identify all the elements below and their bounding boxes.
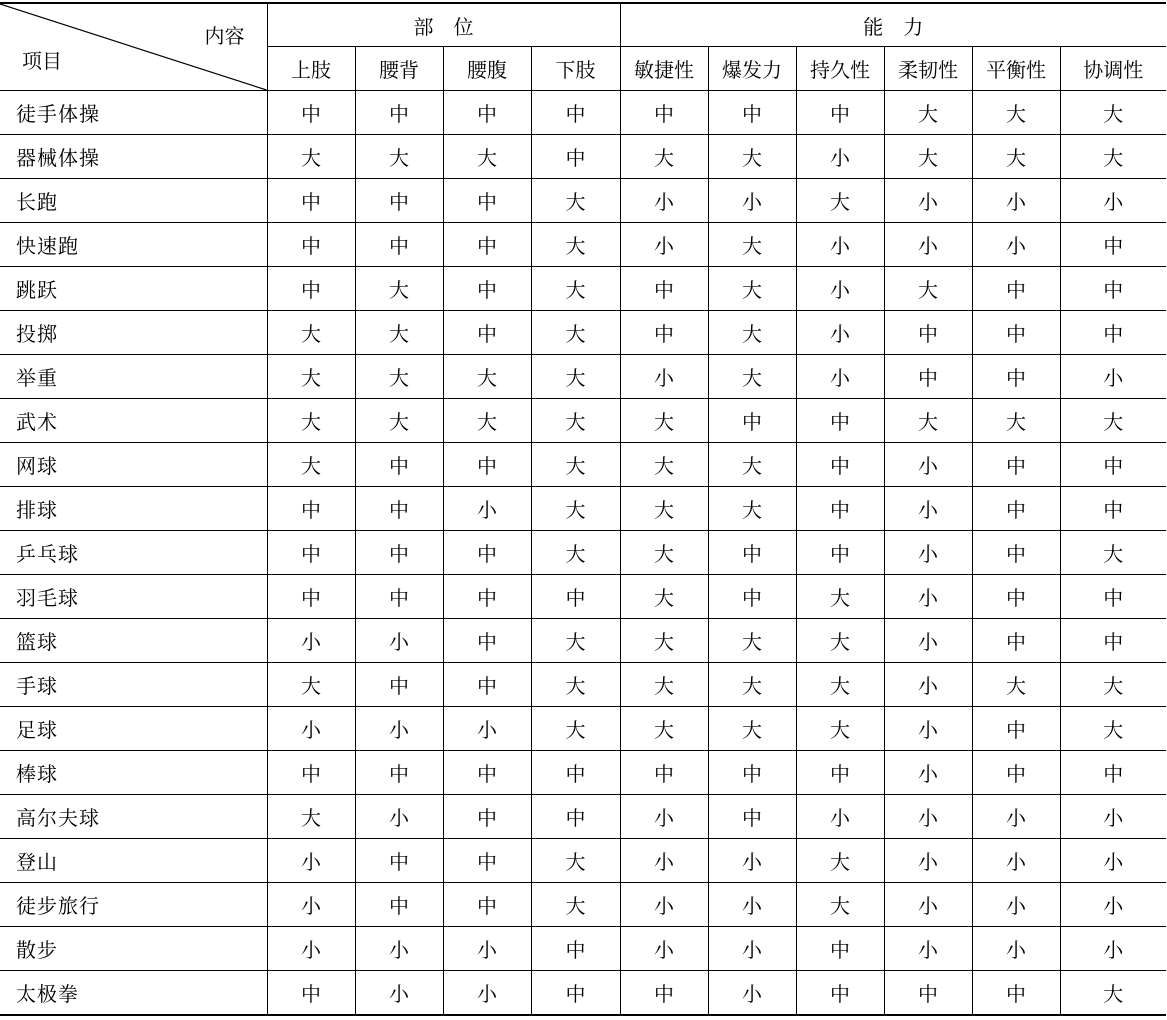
table-cell: 中: [355, 487, 443, 531]
table-cell: 小: [443, 707, 531, 751]
row-sport-name: 网球: [0, 443, 267, 487]
corner-label-content: 内容: [204, 24, 245, 48]
table-cell: 中: [796, 927, 884, 971]
row-sport-name: 乒乓球: [0, 531, 267, 575]
table-cell: 大: [620, 575, 708, 619]
table-cell: 中: [531, 751, 620, 795]
table-cell: 中: [355, 575, 443, 619]
table-row: [0, 399, 1166, 443]
table-cell: 中: [531, 135, 620, 179]
table-cell: 大: [796, 839, 884, 883]
row-sport-name: 跳跃: [0, 267, 267, 311]
table-cell: 小: [708, 927, 796, 971]
column-header-ability: 平衡性: [972, 47, 1060, 91]
table-cell: 中: [620, 751, 708, 795]
table-cell: 小: [972, 839, 1060, 883]
table-cell: 小: [972, 179, 1060, 223]
table-row: [0, 267, 1166, 311]
table-cell: 小: [355, 795, 443, 839]
table-cell: 大: [355, 399, 443, 443]
table-cell: 小: [1060, 839, 1166, 883]
row-sport-name: 太极拳: [0, 971, 267, 1016]
table-row: [0, 575, 1166, 619]
table-row: [0, 311, 1166, 355]
table-cell: 大: [267, 399, 355, 443]
table-cell: 大: [620, 619, 708, 663]
table-cell: 中: [796, 531, 884, 575]
table-cell: 大: [267, 443, 355, 487]
table-cell: 中: [1060, 443, 1166, 487]
table-cell: 中: [972, 487, 1060, 531]
table-cell: 大: [1060, 971, 1166, 1016]
table-cell: 中: [1060, 619, 1166, 663]
table-cell: 中: [443, 751, 531, 795]
column-header-ability: 持久性: [796, 47, 884, 91]
table-cell: 中: [443, 443, 531, 487]
table-cell: 大: [531, 311, 620, 355]
table-cell: 小: [1060, 927, 1166, 971]
table-cell: 中: [443, 575, 531, 619]
table-cell: 中: [443, 91, 531, 135]
table-cell: 小: [620, 927, 708, 971]
table-cell: 中: [884, 355, 972, 399]
table-cell: 中: [267, 91, 355, 135]
table-cell: 中: [972, 443, 1060, 487]
table-cell: 中: [972, 751, 1060, 795]
table-cell: 大: [443, 135, 531, 179]
table-cell: 大: [796, 663, 884, 707]
table-cell: 大: [884, 91, 972, 135]
table-cell: 中: [355, 663, 443, 707]
table-cell: 小: [796, 223, 884, 267]
table-cell: 小: [972, 223, 1060, 267]
table-cell: 中: [355, 223, 443, 267]
table-cell: 中: [443, 883, 531, 927]
table-cell: 大: [531, 707, 620, 751]
table-cell: 中: [884, 311, 972, 355]
row-sport-name: 散步: [0, 927, 267, 971]
table-cell: 小: [708, 883, 796, 927]
table-cell: 小: [620, 355, 708, 399]
table-cell: 大: [620, 487, 708, 531]
table-cell: 大: [620, 707, 708, 751]
table-cell: 大: [708, 311, 796, 355]
table-cell: 大: [531, 487, 620, 531]
table-cell: 大: [708, 619, 796, 663]
table-cell: 中: [796, 487, 884, 531]
table-cell: 大: [531, 179, 620, 223]
table-cell: 大: [531, 399, 620, 443]
table-cell: 大: [796, 883, 884, 927]
table-row: [0, 443, 1166, 487]
corner-header: [0, 3, 267, 91]
row-sport-name: 棒球: [0, 751, 267, 795]
table-cell: 中: [972, 267, 1060, 311]
table-cell: 大: [443, 399, 531, 443]
table-cell: 大: [620, 135, 708, 179]
table-cell: 中: [531, 795, 620, 839]
table-cell: 小: [972, 927, 1060, 971]
table-row: [0, 179, 1166, 223]
table-cell: 中: [267, 487, 355, 531]
table-cell: 大: [796, 575, 884, 619]
table-cell: 大: [267, 795, 355, 839]
table-cell: 中: [443, 839, 531, 883]
table-cell: 大: [884, 135, 972, 179]
table-cell: 小: [1060, 179, 1166, 223]
table-cell: 中: [972, 311, 1060, 355]
table-cell: 中: [531, 927, 620, 971]
table-cell: 小: [267, 927, 355, 971]
table-row: [0, 927, 1166, 971]
table-cell: 中: [972, 619, 1060, 663]
table-cell: 中: [796, 91, 884, 135]
table-cell: 中: [531, 91, 620, 135]
table-cell: 中: [355, 883, 443, 927]
table-cell: 中: [620, 91, 708, 135]
table-cell: 大: [355, 267, 443, 311]
row-sport-name: 足球: [0, 707, 267, 751]
table-cell: 小: [796, 355, 884, 399]
table-cell: 中: [531, 575, 620, 619]
table-cell: 中: [1060, 267, 1166, 311]
table-cell: 小: [620, 795, 708, 839]
table-cell: 大: [1060, 399, 1166, 443]
table-cell: 中: [708, 399, 796, 443]
table-cell: 中: [708, 795, 796, 839]
table-cell: 小: [796, 795, 884, 839]
table-cell: 小: [620, 179, 708, 223]
table-row: [0, 355, 1166, 399]
column-header-ability: 柔韧性: [884, 47, 972, 91]
table-cell: 中: [443, 223, 531, 267]
table-cell: 大: [708, 487, 796, 531]
table-cell: 中: [267, 531, 355, 575]
table-cell: 中: [355, 91, 443, 135]
table-cell: 大: [972, 91, 1060, 135]
table-cell: 小: [884, 883, 972, 927]
table-cell: 中: [620, 311, 708, 355]
table-cell: 大: [267, 355, 355, 399]
table-cell: 小: [884, 839, 972, 883]
table-cell: 中: [796, 971, 884, 1016]
table-cell: 大: [531, 267, 620, 311]
table-cell: 中: [267, 267, 355, 311]
table-cell: 大: [531, 663, 620, 707]
column-header-part: 腰背: [355, 47, 443, 91]
table-cell: 中: [443, 179, 531, 223]
row-sport-name: 长跑: [0, 179, 267, 223]
table-cell: 大: [796, 707, 884, 751]
row-sport-name: 徒步旅行: [0, 883, 267, 927]
table-cell: 小: [972, 795, 1060, 839]
table-cell: 中: [267, 971, 355, 1016]
table-cell: 大: [531, 355, 620, 399]
row-sport-name: 投掷: [0, 311, 267, 355]
table-cell: 小: [708, 839, 796, 883]
table-cell: 小: [884, 531, 972, 575]
column-header-ability: 协调性: [1060, 47, 1166, 91]
table-row: [0, 91, 1166, 135]
table-cell: 中: [1060, 223, 1166, 267]
sports-effect-table: [0, 2, 1166, 1016]
table-cell: 大: [972, 663, 1060, 707]
row-sport-name: 器械体操: [0, 135, 267, 179]
table-cell: 中: [355, 531, 443, 575]
group-header-part: 部 位: [267, 3, 620, 47]
table-cell: 大: [620, 399, 708, 443]
table-cell: 小: [443, 927, 531, 971]
table-cell: 中: [443, 795, 531, 839]
table-cell: 小: [708, 971, 796, 1016]
table-cell: 小: [884, 575, 972, 619]
table-cell: 小: [796, 135, 884, 179]
table-cell: 中: [972, 707, 1060, 751]
table-cell: 大: [531, 839, 620, 883]
table-cell: 小: [884, 751, 972, 795]
table-cell: 大: [796, 179, 884, 223]
table-row: [0, 707, 1166, 751]
table-row: [0, 135, 1166, 179]
table-cell: 中: [708, 751, 796, 795]
table-cell: 中: [1060, 487, 1166, 531]
table-cell: 大: [708, 135, 796, 179]
table-cell: 中: [267, 223, 355, 267]
table-cell: 中: [355, 751, 443, 795]
table-cell: 大: [1060, 663, 1166, 707]
table-cell: 中: [796, 399, 884, 443]
table-cell: 大: [531, 619, 620, 663]
table-cell: 小: [620, 223, 708, 267]
table-cell: 小: [796, 311, 884, 355]
table-cell: 中: [443, 531, 531, 575]
table-cell: 中: [267, 179, 355, 223]
table-cell: 大: [708, 223, 796, 267]
table-cell: 小: [884, 795, 972, 839]
table-cell: 大: [708, 707, 796, 751]
table-cell: 中: [972, 355, 1060, 399]
table-cell: 大: [620, 663, 708, 707]
table-cell: 大: [531, 223, 620, 267]
table-cell: 小: [884, 927, 972, 971]
table-row: [0, 487, 1166, 531]
header-row-groups: [0, 3, 1166, 47]
table-cell: 中: [972, 575, 1060, 619]
table-row: [0, 795, 1166, 839]
table-row: [0, 751, 1166, 795]
table-cell: 大: [355, 135, 443, 179]
table-cell: 中: [443, 267, 531, 311]
table-cell: 中: [531, 971, 620, 1016]
row-sport-name: 登山: [0, 839, 267, 883]
table-cell: 小: [443, 487, 531, 531]
table-cell: 中: [972, 971, 1060, 1016]
table-cell: 大: [267, 311, 355, 355]
table-cell: 大: [1060, 135, 1166, 179]
table-cell: 小: [267, 707, 355, 751]
table-cell: 大: [708, 663, 796, 707]
table-cell: 小: [620, 883, 708, 927]
table-cell: 中: [708, 91, 796, 135]
table-row: [0, 971, 1166, 1016]
table-cell: 大: [972, 135, 1060, 179]
row-sport-name: 快速跑: [0, 223, 267, 267]
table-cell: 大: [972, 399, 1060, 443]
table-cell: 中: [708, 531, 796, 575]
table-cell: 小: [267, 619, 355, 663]
table-cell: 中: [796, 443, 884, 487]
table-cell: 中: [443, 311, 531, 355]
table-cell: 小: [1060, 795, 1166, 839]
table-cell: 小: [884, 707, 972, 751]
table-cell: 中: [1060, 751, 1166, 795]
row-sport-name: 高尔夫球: [0, 795, 267, 839]
row-sport-name: 举重: [0, 355, 267, 399]
row-sport-name: 排球: [0, 487, 267, 531]
table-cell: 大: [1060, 707, 1166, 751]
group-header-ability: 能 力: [620, 3, 1166, 47]
table-cell: 大: [531, 883, 620, 927]
table-cell: 大: [708, 267, 796, 311]
table-cell: 小: [884, 179, 972, 223]
table-cell: 中: [620, 267, 708, 311]
table-cell: 小: [620, 839, 708, 883]
row-sport-name: 武术: [0, 399, 267, 443]
table-cell: 小: [884, 663, 972, 707]
table-cell: 中: [267, 575, 355, 619]
table-cell: 大: [267, 135, 355, 179]
table-cell: 中: [1060, 311, 1166, 355]
table-cell: 中: [796, 751, 884, 795]
table-cell: 大: [620, 531, 708, 575]
column-header-part: 腰腹: [443, 47, 531, 91]
table-cell: 大: [620, 443, 708, 487]
table-cell: 中: [355, 179, 443, 223]
table-cell: 大: [796, 619, 884, 663]
corner-label-item: 项目: [22, 49, 62, 73]
table-cell: 小: [355, 619, 443, 663]
table-cell: 大: [443, 355, 531, 399]
table-row: [0, 883, 1166, 927]
column-header-ability: 爆发力: [708, 47, 796, 91]
table-cell: 小: [884, 619, 972, 663]
table-cell: 大: [531, 531, 620, 575]
table-row: [0, 839, 1166, 883]
table-cell: 中: [884, 971, 972, 1016]
table-cell: 小: [355, 971, 443, 1016]
table-cell: 小: [796, 267, 884, 311]
table-cell: 中: [708, 575, 796, 619]
table-cell: 大: [884, 267, 972, 311]
table-cell: 小: [884, 443, 972, 487]
table-cell: 中: [443, 663, 531, 707]
table-cell: 大: [1060, 531, 1166, 575]
table-cell: 小: [267, 839, 355, 883]
table-cell: 中: [443, 619, 531, 663]
table-cell: 大: [355, 355, 443, 399]
table-cell: 小: [972, 883, 1060, 927]
table-body: [0, 91, 1166, 1016]
table-cell: 小: [267, 883, 355, 927]
table-cell: 小: [1060, 355, 1166, 399]
row-sport-name: 羽毛球: [0, 575, 267, 619]
table-cell: 大: [355, 311, 443, 355]
table-cell: 小: [884, 223, 972, 267]
table-row: [0, 619, 1166, 663]
table-cell: 小: [355, 707, 443, 751]
table-cell: 中: [267, 751, 355, 795]
table-cell: 大: [267, 663, 355, 707]
row-sport-name: 手球: [0, 663, 267, 707]
table-row: [0, 663, 1166, 707]
table-cell: 小: [443, 971, 531, 1016]
table-row: [0, 531, 1166, 575]
table-cell: 大: [708, 443, 796, 487]
row-sport-name: 徒手体操: [0, 91, 267, 135]
table-cell: 中: [355, 443, 443, 487]
table-cell: 小: [355, 927, 443, 971]
table-cell: 小: [708, 179, 796, 223]
table-cell: 大: [884, 399, 972, 443]
table-cell: 中: [620, 971, 708, 1016]
table-cell: 小: [884, 487, 972, 531]
table-row: [0, 223, 1166, 267]
column-header-ability: 敏捷性: [620, 47, 708, 91]
table-cell: 中: [355, 839, 443, 883]
table-cell: 大: [531, 443, 620, 487]
column-header-part: 上肢: [267, 47, 355, 91]
row-sport-name: 篮球: [0, 619, 267, 663]
table-cell: 中: [972, 531, 1060, 575]
column-header-part: 下肢: [531, 47, 620, 91]
table-cell: 小: [1060, 883, 1166, 927]
table-cell: 中: [1060, 575, 1166, 619]
table-cell: 大: [1060, 91, 1166, 135]
table-cell: 大: [708, 355, 796, 399]
